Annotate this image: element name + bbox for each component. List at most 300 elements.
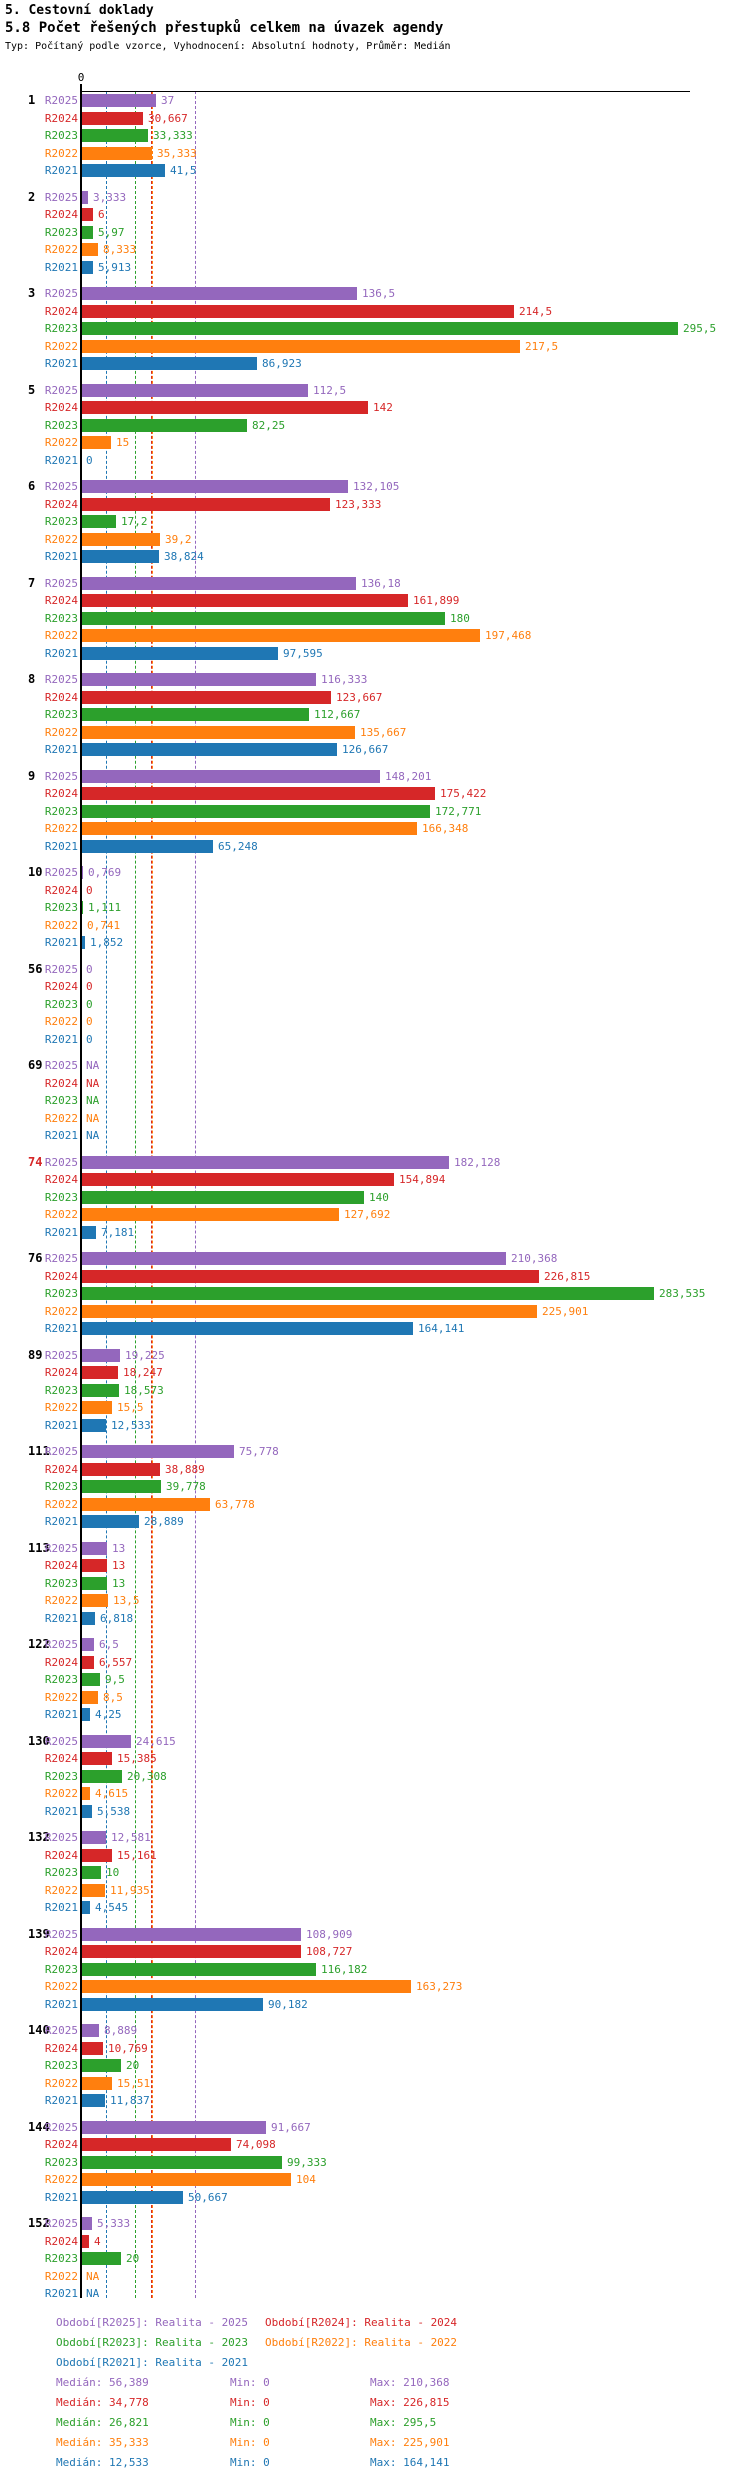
bar-r2023-cat-152 (81, 2252, 121, 2265)
bar-r2022-cat-74 (81, 1208, 339, 1221)
bar-value-label: 33,333 (153, 129, 193, 142)
bar-value-label: 20 (126, 2252, 140, 2265)
series-row-label: R2025 (44, 673, 78, 686)
bar-r2025-cat-140 (81, 2024, 99, 2037)
bar-r2023-cat-130 (81, 1770, 122, 1783)
series-row-label: R2024 (44, 1463, 78, 1476)
series-row-label: R2023 (44, 129, 78, 142)
series-row-label: R2021 (44, 357, 78, 370)
bar-value-label: 20,308 (127, 1770, 167, 1783)
bar-r2024-cat-3 (81, 305, 514, 318)
series-row-label: R2021 (44, 2191, 78, 2204)
series-row-label: R2023 (44, 1094, 78, 1107)
bar-r2022-cat-140 (81, 2077, 112, 2090)
bar-value-label: 108,909 (306, 1928, 353, 1941)
series-row-label: R2025 (44, 1928, 78, 1941)
bar-value-label: 91,667 (271, 2121, 311, 2134)
bar-value-label: NA (86, 1059, 100, 1072)
series-row-label: R2021 (44, 164, 78, 177)
bar-r2023-cat-3 (81, 322, 678, 335)
min-stat-r2023: Min: 0 (230, 2416, 270, 2429)
series-row-label: R2025 (44, 1542, 78, 1555)
bar-r2022-cat-89 (81, 1401, 112, 1414)
median-stat-r2021: Medián: 12,533 (56, 2456, 149, 2469)
min-stat-r2022: Min: 0 (230, 2436, 270, 2449)
median-stat-r2025: Medián: 56,389 (56, 2376, 149, 2389)
series-row-label: R2024 (44, 787, 78, 800)
series-row-label: R2025 (44, 1252, 78, 1265)
bar-r2024-cat-122 (81, 1656, 94, 1669)
bar-r2024-cat-113 (81, 1559, 107, 1572)
bar-value-label: 5,333 (97, 2217, 131, 2230)
series-row-label: R2024 (44, 2138, 78, 2151)
bar-value-label: 180 (450, 612, 470, 625)
series-row-label: R2022 (44, 1884, 78, 1897)
bar-r2021-cat-9 (81, 840, 213, 853)
bar-r2022-cat-9 (81, 822, 417, 835)
bar-r2022-cat-113 (81, 1594, 108, 1607)
series-row-label: R2025 (44, 2024, 78, 2037)
bar-r2025-cat-3 (81, 287, 357, 300)
series-row-label: R2023 (44, 998, 78, 1011)
bar-value-label: 172,771 (435, 805, 482, 818)
bar-value-label: 5,913 (98, 261, 132, 274)
bar-value-label: 112,667 (314, 708, 361, 721)
group-label-74: 74 (28, 1155, 43, 1169)
bar-r2023-cat-139 (81, 1963, 316, 1976)
group-label-76: 76 (28, 1251, 43, 1265)
bar-value-label: 6,557 (99, 1656, 133, 1669)
bar-value-label: 116,333 (321, 673, 368, 686)
series-row-label: R2025 (44, 480, 78, 493)
bar-value-label: 108,727 (306, 1945, 353, 1958)
bar-value-label: 86,923 (262, 357, 302, 370)
axis-origin-label: 0 (77, 71, 85, 84)
series-row-label: R2023 (44, 612, 78, 625)
series-row-label: R2022 (44, 436, 78, 449)
bar-value-label: 4,25 (95, 1708, 122, 1721)
bar-value-label: 4,615 (95, 1787, 129, 1800)
bar-r2023-cat-9 (81, 805, 430, 818)
series-row-label: R2024 (44, 2042, 78, 2055)
group-label-130: 130 (28, 1734, 50, 1748)
series-row-label: R2021 (44, 1033, 78, 1046)
bar-r2024-cat-1 (81, 112, 143, 125)
bar-r2021-cat-122 (81, 1708, 90, 1721)
series-row-label: R2024 (44, 1077, 78, 1090)
min-stat-r2025: Min: 0 (230, 2376, 270, 2389)
series-row-label: R2023 (44, 226, 78, 239)
group-label-5: 5 (28, 383, 36, 397)
bar-value-label: 112,5 (313, 384, 347, 397)
bar-r2025-cat-122 (81, 1638, 94, 1651)
series-row-label: R2024 (44, 401, 78, 414)
bar-r2021-cat-6 (81, 550, 159, 563)
series-row-label: R2021 (44, 1805, 78, 1818)
bar-value-label: 283,535 (659, 1287, 706, 1300)
bar-r2022-cat-6 (81, 533, 160, 546)
bar-value-label: 15,161 (117, 1849, 157, 1862)
bar-r2021-cat-140 (81, 2094, 105, 2107)
series-row-label: R2023 (44, 1866, 78, 1879)
series-row-label: R2022 (44, 1594, 78, 1607)
bar-value-label: 97,595 (283, 647, 323, 660)
bar-r2023-cat-76 (81, 1287, 654, 1300)
bar-r2025-cat-152 (81, 2217, 92, 2230)
bar-value-label: 10 (106, 1866, 120, 1879)
series-row-label: R2022 (44, 243, 78, 256)
series-row-label: R2022 (44, 822, 78, 835)
series-row-label: R2022 (44, 919, 78, 932)
bar-value-label: 39,778 (166, 1480, 206, 1493)
series-row-label: R2023 (44, 1480, 78, 1493)
median-stat-r2024: Medián: 34,778 (56, 2396, 149, 2409)
series-row-label: R2021 (44, 2287, 78, 2300)
bar-value-label: 8,333 (103, 243, 137, 256)
bar-r2024-cat-140 (81, 2042, 103, 2055)
group-label-1: 1 (28, 93, 36, 107)
series-row-label: R2024 (44, 208, 78, 221)
bar-value-label: 154,894 (399, 1173, 446, 1186)
legend-item-r2022: Období[R2022]: Realita - 2022 (265, 2336, 458, 2349)
series-row-label: R2022 (44, 2077, 78, 2090)
bar-r2023-cat-122 (81, 1673, 100, 1686)
bar-r2022-cat-111 (81, 1498, 210, 1511)
bar-value-label: 35,333 (157, 147, 197, 160)
bar-value-label: 164,141 (418, 1322, 465, 1335)
bar-r2021-cat-8 (81, 743, 337, 756)
bar-value-label: 104 (296, 2173, 316, 2186)
bar-value-label: 17,2 (121, 515, 148, 528)
bar-value-label: 0 (86, 980, 93, 993)
bar-r2023-cat-111 (81, 1480, 161, 1493)
bar-value-label: 135,667 (360, 726, 407, 739)
bar-value-label: 82,25 (252, 419, 286, 432)
bar-value-label: 38,889 (165, 1463, 205, 1476)
bar-value-label: 148,201 (385, 770, 432, 783)
series-row-label: R2022 (44, 1305, 78, 1318)
series-row-label: R2021 (44, 743, 78, 756)
section-title: 5. Cestovní doklady (5, 3, 154, 18)
bar-value-label: NA (86, 2287, 100, 2300)
bar-value-label: 166,348 (422, 822, 469, 835)
bar-value-label: 5,538 (97, 1805, 131, 1818)
bar-value-label: 136,5 (362, 287, 396, 300)
bar-value-label: 0 (86, 884, 93, 897)
bar-r2021-cat-144 (81, 2191, 183, 2204)
bar-value-label: 8,889 (104, 2024, 138, 2037)
series-row-label: R2021 (44, 454, 78, 467)
bar-r2025-cat-139 (81, 1928, 301, 1941)
bar-value-label: 13 (112, 1559, 126, 1572)
bar-r2021-cat-7 (81, 647, 278, 660)
bar-r2022-cat-130 (81, 1787, 90, 1800)
bar-value-label: 74,098 (236, 2138, 276, 2151)
bar-r2021-cat-3 (81, 357, 257, 370)
median-stat-r2023: Medián: 26,821 (56, 2416, 149, 2429)
series-row-label: R2025 (44, 1831, 78, 1844)
series-row-label: R2024 (44, 884, 78, 897)
bar-value-label: 123,333 (335, 498, 382, 511)
series-row-label: R2024 (44, 305, 78, 318)
bar-value-label: 5,97 (98, 226, 125, 239)
series-row-label: R2022 (44, 1208, 78, 1221)
bar-value-label: 15,51 (117, 2077, 151, 2090)
series-row-label: R2021 (44, 550, 78, 563)
bar-value-label: 123,667 (336, 691, 383, 704)
series-row-label: R2025 (44, 384, 78, 397)
series-row-label: R2021 (44, 1226, 78, 1239)
bar-r2021-cat-113 (81, 1612, 95, 1625)
min-stat-r2021: Min: 0 (230, 2456, 270, 2469)
series-row-label: R2021 (44, 1515, 78, 1528)
bar-value-label: 75,778 (239, 1445, 279, 1458)
series-row-label: R2023 (44, 419, 78, 432)
bar-r2021-cat-2 (81, 261, 93, 274)
bar-value-label: 0 (86, 1033, 93, 1046)
bar-value-label: 15,5 (117, 1401, 144, 1414)
group-label-2: 2 (28, 190, 36, 204)
bar-value-label: 18,247 (123, 1366, 163, 1379)
bar-value-label: 217,5 (525, 340, 559, 353)
bar-r2021-cat-139 (81, 1998, 263, 2011)
series-row-label: R2024 (44, 1173, 78, 1186)
group-label-3: 3 (28, 286, 36, 300)
bar-value-label: 13 (112, 1577, 126, 1590)
bar-r2024-cat-89 (81, 1366, 118, 1379)
bar-value-label: 132,105 (353, 480, 400, 493)
series-row-label: R2023 (44, 901, 78, 914)
chart-title: 5.8 Počet řešených přestupků celkem na úvazek agendy (5, 20, 444, 36)
series-row-label: R2024 (44, 1366, 78, 1379)
bar-r2023-cat-6 (81, 515, 116, 528)
group-label-10: 10 (28, 865, 43, 879)
series-row-label: R2025 (44, 2121, 78, 2134)
bar-r2022-cat-5 (81, 436, 111, 449)
series-row-label: R2025 (44, 1445, 78, 1458)
bar-value-label: NA (86, 1094, 100, 1107)
bar-r2025-cat-1 (81, 94, 156, 107)
bar-value-label: 24,615 (136, 1735, 176, 1748)
bar-r2025-cat-8 (81, 673, 316, 686)
series-row-label: R2025 (44, 770, 78, 783)
bar-value-label: 0,741 (87, 919, 121, 932)
bar-r2025-cat-5 (81, 384, 308, 397)
series-row-label: R2025 (44, 1059, 78, 1072)
series-row-label: R2023 (44, 2059, 78, 2072)
bar-value-label: 65,248 (218, 840, 258, 853)
series-row-label: R2023 (44, 1963, 78, 1976)
bar-r2022-cat-144 (81, 2173, 291, 2186)
series-row-label: R2021 (44, 1901, 78, 1914)
bar-value-label: 50,667 (188, 2191, 228, 2204)
bar-value-label: 1,852 (90, 936, 124, 949)
series-row-label: R2022 (44, 629, 78, 642)
bar-value-label: 0 (86, 454, 93, 467)
bar-value-label: 226,815 (544, 1270, 591, 1283)
bar-r2022-cat-7 (81, 629, 480, 642)
bar-value-label: 214,5 (519, 305, 553, 318)
bar-value-label: 99,333 (287, 2156, 327, 2169)
bar-r2024-cat-111 (81, 1463, 160, 1476)
bar-value-label: 37 (161, 94, 175, 107)
series-row-label: R2024 (44, 1270, 78, 1283)
series-row-label: R2024 (44, 1656, 78, 1669)
bar-value-label: 116,182 (321, 1963, 368, 1976)
bar-value-label: 90,182 (268, 1998, 308, 2011)
series-row-label: R2021 (44, 1322, 78, 1335)
bar-r2024-cat-6 (81, 498, 330, 511)
group-label-140: 140 (28, 2023, 50, 2037)
bar-r2024-cat-144 (81, 2138, 231, 2151)
legend-item-r2025: Období[R2025]: Realita - 2025 (56, 2316, 249, 2329)
series-row-label: R2023 (44, 1384, 78, 1397)
bar-r2025-cat-144 (81, 2121, 266, 2134)
bar-value-label: 41,5 (170, 164, 197, 177)
series-row-label: R2023 (44, 1770, 78, 1783)
bar-r2025-cat-7 (81, 577, 356, 590)
bar-r2021-cat-130 (81, 1805, 92, 1818)
bar-value-label: 9,5 (105, 1673, 125, 1686)
bar-r2023-cat-2 (81, 226, 93, 239)
bar-r2024-cat-7 (81, 594, 408, 607)
series-row-label: R2023 (44, 1191, 78, 1204)
bar-r2024-cat-5 (81, 401, 368, 414)
bar-r2021-cat-132 (81, 1901, 90, 1914)
bar-r2023-cat-140 (81, 2059, 121, 2072)
series-row-label: R2022 (44, 1112, 78, 1125)
series-row-label: R2022 (44, 1691, 78, 1704)
group-label-152: 152 (28, 2216, 50, 2230)
series-row-label: R2024 (44, 498, 78, 511)
series-row-label: R2021 (44, 1129, 78, 1142)
series-row-label: R2025 (44, 1638, 78, 1651)
bar-r2025-cat-6 (81, 480, 348, 493)
series-row-label: R2025 (44, 1349, 78, 1362)
bar-r2025-cat-2 (81, 191, 88, 204)
bar-r2025-cat-132 (81, 1831, 106, 1844)
bar-value-label: 197,468 (485, 629, 532, 642)
bar-value-label: 0,769 (88, 866, 122, 879)
bar-value-label: 12,533 (111, 1419, 151, 1432)
series-row-label: R2023 (44, 1673, 78, 1686)
bar-value-label: 63,778 (215, 1498, 255, 1511)
group-label-132: 132 (28, 1830, 50, 1844)
bar-r2025-cat-89 (81, 1349, 120, 1362)
bar-value-label: 127,692 (344, 1208, 391, 1221)
bar-value-label: 15,385 (117, 1752, 157, 1765)
series-row-label: R2021 (44, 840, 78, 853)
bar-value-label: 140 (369, 1191, 389, 1204)
series-row-label: R2022 (44, 2173, 78, 2186)
series-row-label: R2022 (44, 2270, 78, 2283)
bar-r2022-cat-2 (81, 243, 98, 256)
legend-item-r2023: Období[R2023]: Realita - 2023 (56, 2336, 249, 2349)
x-axis-line (81, 91, 690, 92)
chart-subtitle: Typ: Počítaný podle vzorce, Vyhodnocení: Absolutní hodnoty, Průměr: Medián (5, 41, 451, 52)
bar-r2021-cat-76 (81, 1322, 413, 1335)
bar-value-label: 295,5 (683, 322, 717, 335)
bar-value-label: 0 (86, 998, 93, 1011)
max-stat-r2023: Max: 295,5 (370, 2416, 437, 2429)
max-stat-r2025: Max: 210,368 (370, 2376, 450, 2389)
series-row-label: R2024 (44, 980, 78, 993)
bar-value-label: 225,901 (542, 1305, 589, 1318)
median-stat-r2022: Medián: 35,333 (56, 2436, 149, 2449)
group-label-111: 111 (28, 1444, 50, 1458)
bar-r2023-cat-5 (81, 419, 247, 432)
bar-r2024-cat-132 (81, 1849, 112, 1862)
bar-r2021-cat-111 (81, 1515, 139, 1528)
series-row-label: R2024 (44, 112, 78, 125)
group-label-8: 8 (28, 672, 36, 686)
series-row-label: R2025 (44, 287, 78, 300)
bar-r2024-cat-152 (81, 2235, 89, 2248)
bar-value-label: 161,899 (413, 594, 460, 607)
max-stat-r2021: Max: 164,141 (370, 2456, 450, 2469)
series-row-label: R2025 (44, 191, 78, 204)
bar-r2023-cat-144 (81, 2156, 282, 2169)
group-label-69: 69 (28, 1058, 43, 1072)
series-row-label: R2023 (44, 515, 78, 528)
bar-r2024-cat-2 (81, 208, 93, 221)
bar-value-label: 6,818 (100, 1612, 134, 1625)
max-stat-r2024: Max: 226,815 (370, 2396, 450, 2409)
group-label-9: 9 (28, 769, 36, 783)
bar-r2025-cat-111 (81, 1445, 234, 1458)
bar-r2023-cat-8 (81, 708, 309, 721)
series-row-label: R2021 (44, 1708, 78, 1721)
series-row-label: R2023 (44, 1287, 78, 1300)
series-row-label: R2024 (44, 1849, 78, 1862)
series-row-label: R2025 (44, 577, 78, 590)
bar-value-label: 13,5 (113, 1594, 140, 1607)
bar-value-label: 4,545 (95, 1901, 129, 1914)
bar-r2022-cat-8 (81, 726, 355, 739)
bar-value-label: 163,273 (416, 1980, 463, 1993)
series-row-label: R2025 (44, 866, 78, 879)
bar-value-label: 10,769 (108, 2042, 148, 2055)
series-row-label: R2024 (44, 1752, 78, 1765)
series-row-label: R2024 (44, 2235, 78, 2248)
bar-r2022-cat-139 (81, 1980, 411, 1993)
legend-item-r2024: Období[R2024]: Realita - 2024 (265, 2316, 458, 2329)
bar-r2022-cat-76 (81, 1305, 537, 1318)
series-row-label: R2022 (44, 533, 78, 546)
series-row-label: R2023 (44, 2156, 78, 2169)
series-row-label: R2024 (44, 1945, 78, 1958)
group-label-7: 7 (28, 576, 36, 590)
bar-r2024-cat-9 (81, 787, 435, 800)
bar-r2025-cat-76 (81, 1252, 506, 1265)
bar-value-label: 142 (373, 401, 393, 414)
bar-value-label: 28,889 (144, 1515, 184, 1528)
y-axis-line (80, 84, 82, 2298)
series-row-label: R2023 (44, 1577, 78, 1590)
series-row-label: R2023 (44, 708, 78, 721)
bar-value-label: 11,935 (110, 1884, 150, 1897)
series-row-label: R2022 (44, 1498, 78, 1511)
series-row-label: R2025 (44, 1156, 78, 1169)
bar-r2023-cat-7 (81, 612, 445, 625)
bar-r2023-cat-89 (81, 1384, 119, 1397)
bar-r2022-cat-122 (81, 1691, 98, 1704)
series-row-label: R2022 (44, 147, 78, 160)
bar-value-label: NA (86, 2270, 100, 2283)
bar-value-label: 3,333 (93, 191, 127, 204)
bar-r2021-cat-74 (81, 1226, 96, 1239)
bar-value-label: 4 (94, 2235, 101, 2248)
